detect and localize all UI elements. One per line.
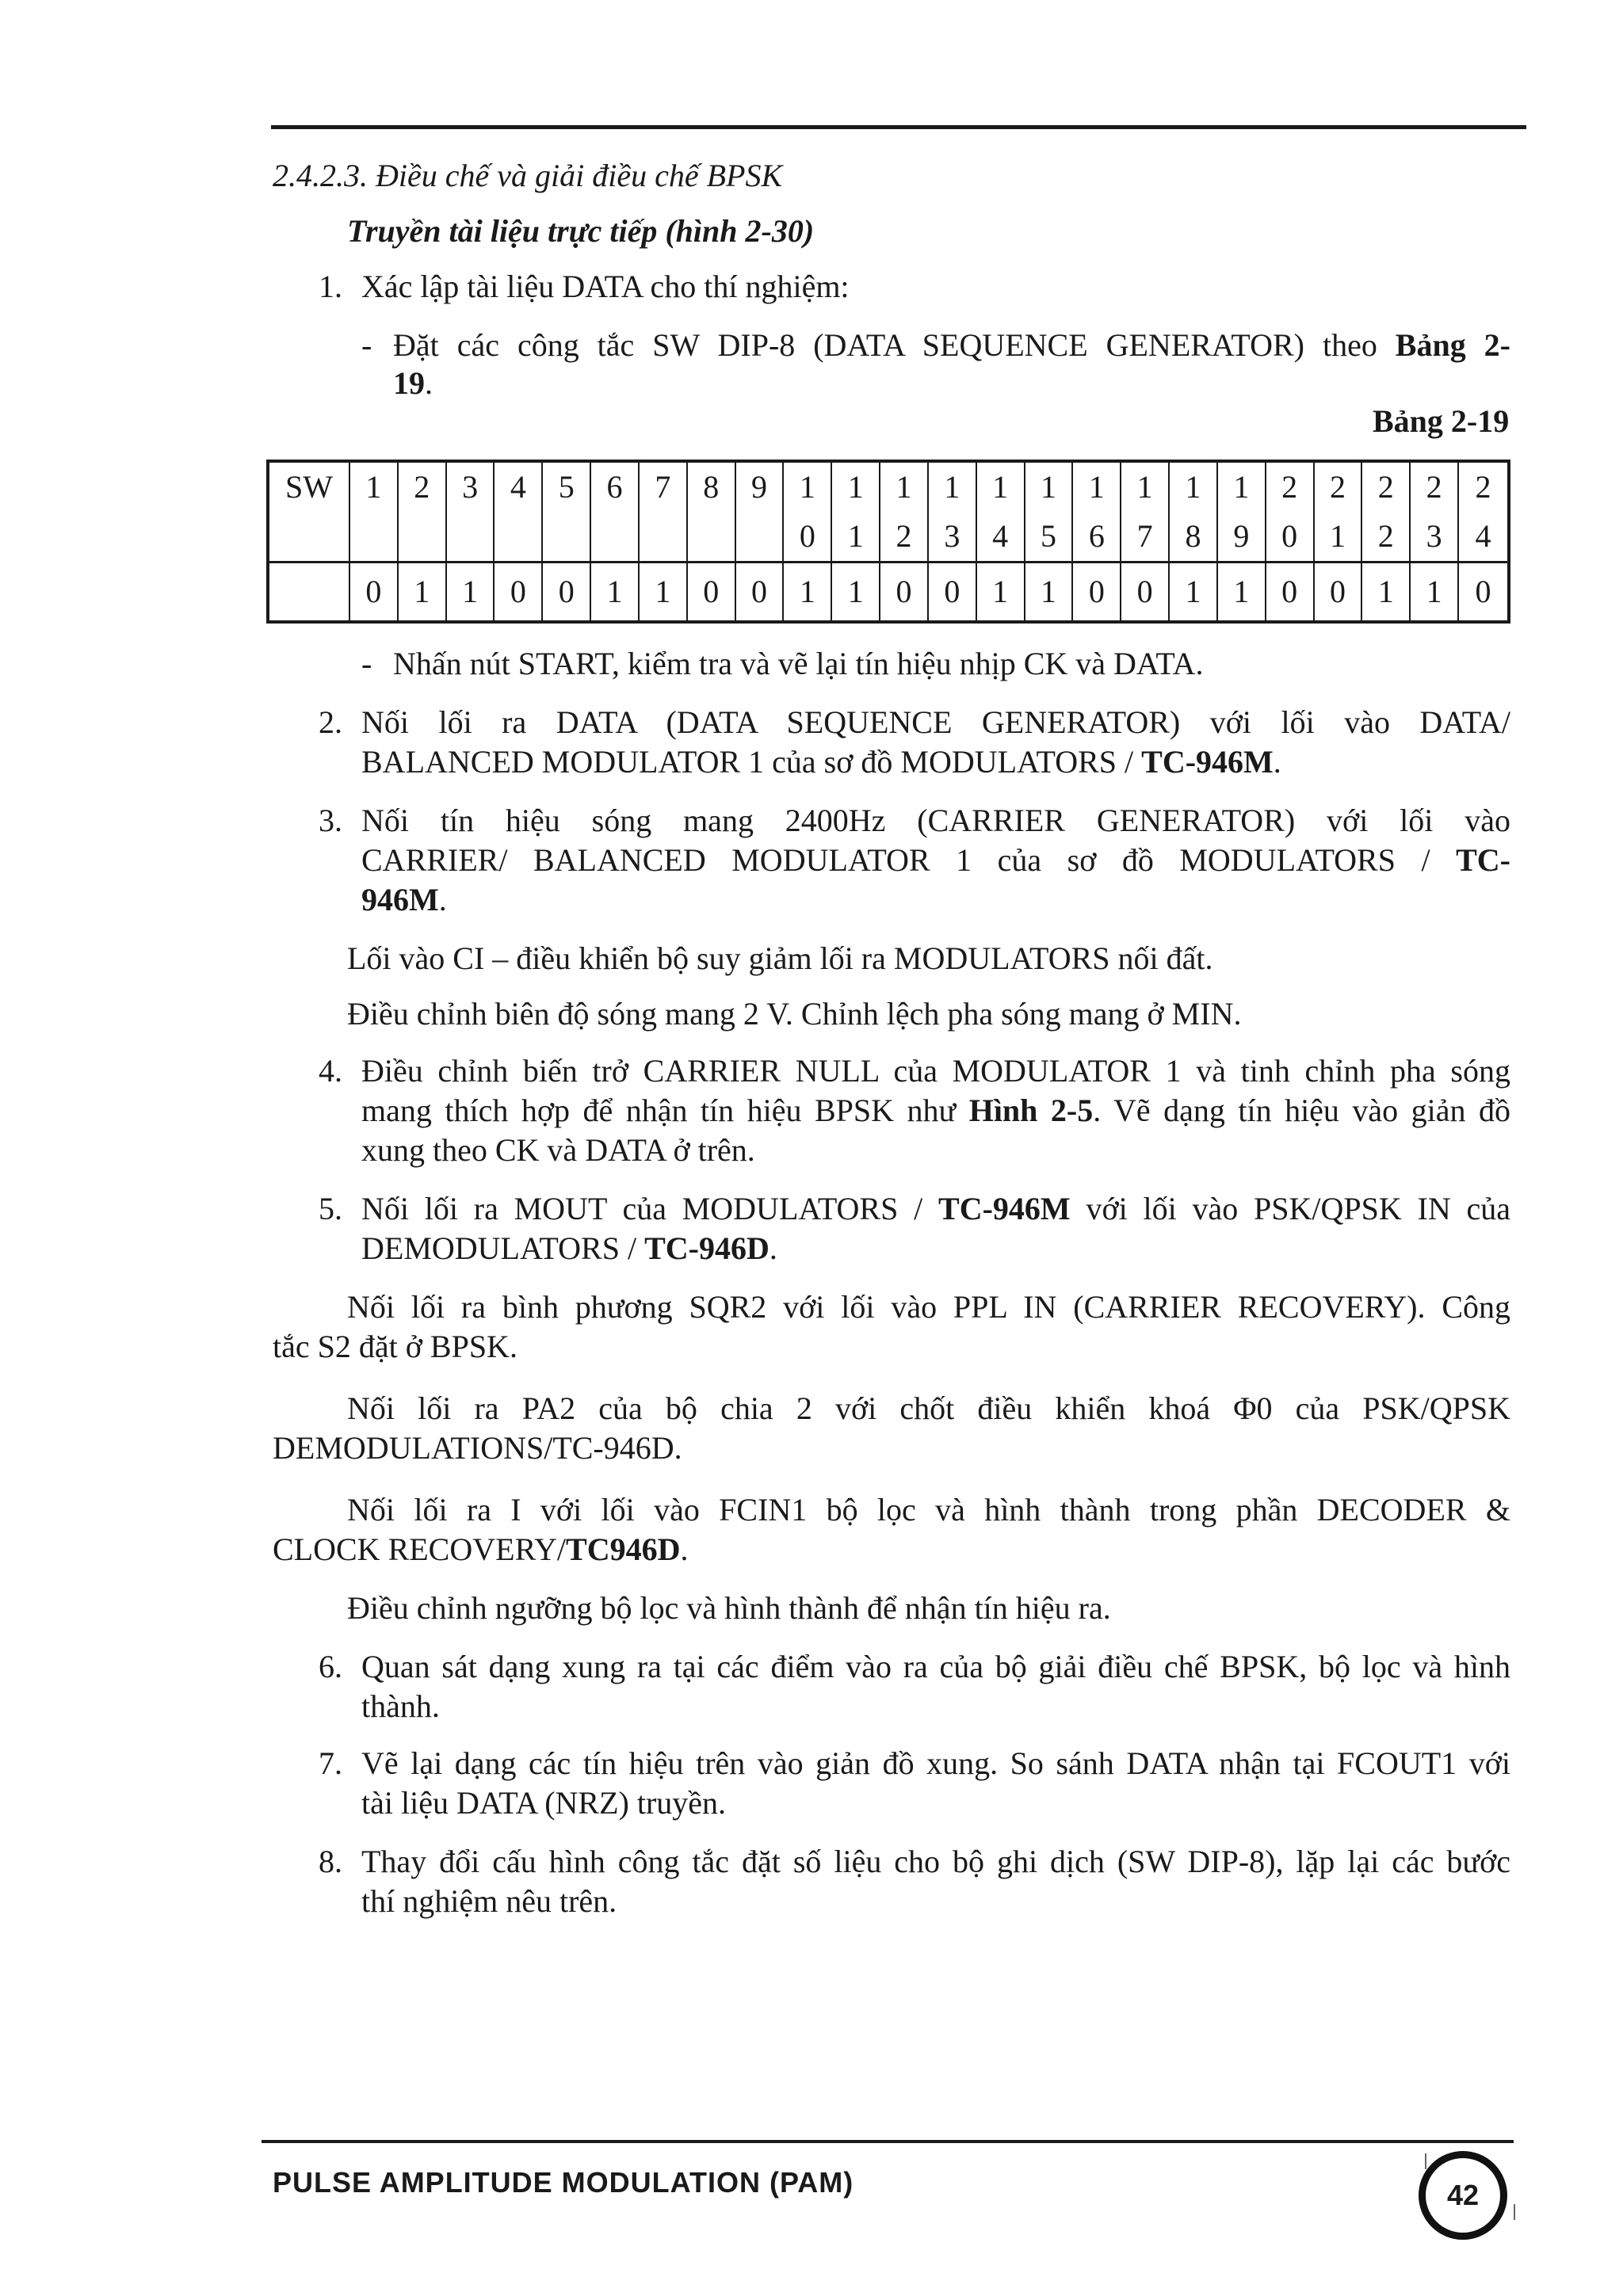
- switch-number-cell: [542, 512, 590, 563]
- switch-value-cell: 0: [1458, 563, 1509, 623]
- paragraph-pa2-line-1: Nối lối ra PA2 của bộ chia 2 với chốt điều khiển khoá Φ0 của PSK/QPSK: [347, 1390, 1510, 1426]
- switch-value-cell: 1: [976, 563, 1025, 623]
- switch-number-cell: 2: [398, 461, 446, 512]
- switch-number-cell: 2: [1458, 461, 1509, 512]
- footer-title: PULSE AMPLITUDE MODULATION (PAM): [273, 2166, 854, 2199]
- paragraph-ci: Lối vào CI – điều khiển bộ suy giảm lối ra MODULATORS nối đất.: [347, 940, 1213, 976]
- switch-value-cell: 0: [349, 563, 398, 623]
- bullet-start-text: Nhấn nút START, kiểm tra và vẽ lại tín hiệu nhịp CK và DATA.: [393, 646, 1204, 681]
- switch-value-cell: 1: [639, 563, 687, 623]
- switch-value-cell: 1: [831, 563, 880, 623]
- header-rule: [271, 125, 1526, 129]
- switch-number-cell: 1: [976, 461, 1025, 512]
- switch-number-cell: 6: [1072, 512, 1121, 563]
- switch-number-cell: 1: [1025, 461, 1073, 512]
- switch-value-cell: 0: [1266, 563, 1314, 623]
- step-3-number: 3.: [319, 803, 342, 838]
- paragraph-sqr-line-1: Nối lối ra bình phương SQR2 với lối vào PPL IN (CARRIER RECOVERY). Công: [347, 1289, 1510, 1325]
- switch-number-cell: 5: [542, 461, 590, 512]
- switch-number-cell: 2: [880, 512, 928, 563]
- switch-number-cell: 1: [880, 461, 928, 512]
- switch-value-row: [268, 563, 1509, 623]
- switch-number-cell: 8: [1169, 512, 1217, 563]
- switch-number-cell: 9: [735, 461, 784, 512]
- switch-value-cell: 0: [1314, 563, 1362, 623]
- step-1-number: 1.: [319, 269, 342, 304]
- switch-number-row-2: [268, 512, 1509, 563]
- switch-number-cell: [590, 512, 639, 563]
- switch-value-cell: 0: [928, 563, 976, 623]
- step-3-line-2: CARRIER/ BALANCED MODULATOR 1 của sơ đồ MODULATORS / TC-: [361, 842, 1510, 878]
- switch-value-cell: 0: [1121, 563, 1169, 623]
- switch-number-cell: 2: [1361, 461, 1410, 512]
- switch-number-cell: 3: [928, 512, 976, 563]
- step-3-line-3: 946M.: [361, 882, 447, 917]
- step-8-number: 8.: [319, 1844, 342, 1879]
- step-4-line-1: Điều chỉnh biến trở CARRIER NULL của MODULATOR 1 và tinh chỉnh pha sóng: [361, 1053, 1510, 1089]
- switch-number-cell: 4: [976, 512, 1025, 563]
- switch-number-cell: [687, 512, 735, 563]
- switch-number-cell: 1: [1121, 461, 1169, 512]
- switch-number-cell: 1: [1072, 461, 1121, 512]
- switch-number-cell: 5: [1025, 512, 1073, 563]
- switch-number-cell: 1: [1314, 512, 1362, 563]
- switch-number-cell: 3: [446, 461, 495, 512]
- switch-value-cell: 1: [446, 563, 495, 623]
- switch-value-cell: 0: [687, 563, 735, 623]
- footer-tick: [1425, 2153, 1426, 2169]
- switch-number-row: [268, 461, 1509, 512]
- page-number-text: 42: [1446, 2179, 1480, 2211]
- step-3-line-1: Nối tín hiệu sóng mang 2400Hz (CARRIER GENERATOR) với lối vào: [361, 803, 1510, 838]
- switch-number-cell: [494, 512, 542, 563]
- switch-value-cell: 0: [735, 563, 784, 623]
- switch-table: [266, 460, 1510, 624]
- switch-number-cell: [639, 512, 687, 563]
- footer-rule: [262, 2140, 1514, 2143]
- step-8-line-2: thí nghiệm nêu trên.: [361, 1883, 617, 1919]
- switch-number-cell: 4: [1458, 512, 1509, 563]
- switch-number-cell: 3: [1410, 512, 1458, 563]
- step-1-bullet-line-2: 19.: [393, 365, 433, 401]
- paragraph-i-line-2: CLOCK RECOVERY/TC946D.: [273, 1531, 689, 1567]
- switch-value-cell: 1: [1025, 563, 1073, 623]
- step-4-line-3: xung theo CK và DATA ở trên.: [361, 1132, 755, 1168]
- step-8-line-1: Thay đổi cấu hình công tắc đặt số liệu cho bộ ghi dịch (SW DIP-8), lặp lại các bước: [361, 1844, 1510, 1879]
- switch-number-cell: 9: [1217, 512, 1266, 563]
- step-7-number: 7.: [319, 1745, 342, 1781]
- step-2-number: 2.: [319, 704, 342, 740]
- switch-number-cell: 8: [687, 461, 735, 512]
- switch-number-cell: 7: [1121, 512, 1169, 563]
- step-2-line-1: Nối lối ra DATA (DATA SEQUENCE GENERATOR) với lối vào DATA/: [361, 704, 1510, 740]
- section-heading: 2.4.2.3. Điều chế và giải điều chế BPSK: [273, 158, 783, 193]
- switch-value-cell: 0: [880, 563, 928, 623]
- step-7-line-2: tài liệu DATA (NRZ) truyền.: [361, 1785, 727, 1821]
- switch-value-cell: 1: [1410, 563, 1458, 623]
- switch-value-cell: 1: [1217, 563, 1266, 623]
- table-label-empty: [268, 563, 349, 623]
- paragraph-sqr-line-2: tắc S2 đặt ở BPSK.: [273, 1329, 517, 1364]
- step-6-line-2: thành.: [361, 1688, 440, 1724]
- switch-value-cell: 1: [398, 563, 446, 623]
- page-number: [1419, 2151, 1507, 2240]
- switch-number-cell: 0: [1266, 512, 1314, 563]
- switch-number-cell: 2: [1410, 461, 1458, 512]
- switch-number-cell: 2: [1266, 461, 1314, 512]
- table-label-empty: [268, 512, 349, 563]
- switch-number-cell: 0: [783, 512, 831, 563]
- bullet-dash: -: [361, 327, 372, 363]
- switch-number-cell: 1: [928, 461, 976, 512]
- switch-number-cell: [735, 512, 784, 563]
- switch-number-cell: 1: [831, 461, 880, 512]
- step-2-line-2: BALANCED MODULATOR 1 của sơ đồ MODULATORS / TC-946M.: [361, 744, 1281, 780]
- paragraph-threshold: Điều chỉnh ngưỡng bộ lọc và hình thành để nhận tín hiệu ra.: [347, 1590, 1111, 1626]
- step-1-bullet-line-1: Đặt các công tắc SW DIP-8 (DATA SEQUENCE GENERATOR) theo Bảng 2-: [393, 327, 1511, 363]
- step-5-number: 5.: [319, 1191, 342, 1226]
- switch-number-cell: 1: [831, 512, 880, 563]
- switch-number-cell: 2: [1314, 461, 1362, 512]
- paragraph-amplitude: Điều chỉnh biên độ sóng mang 2 V. Chỉnh lệch pha sóng mang ở MIN.: [347, 996, 1242, 1032]
- section-subheading: Truyền tài liệu trực tiếp (hình 2-30): [347, 213, 815, 249]
- switch-value-cell: 0: [1072, 563, 1121, 623]
- switch-number-cell: [398, 512, 446, 563]
- bullet-dash: -: [361, 646, 372, 681]
- step-6-line-1: Quan sát dạng xung ra tại các điểm vào ra của bộ giải điều chế BPSK, bộ lọc và hình: [361, 1649, 1510, 1684]
- step-4-number: 4.: [319, 1053, 342, 1089]
- switch-value-cell: 0: [494, 563, 542, 623]
- paragraph-pa2-line-2: DEMODULATIONS/TC-946D.: [273, 1430, 682, 1466]
- switch-value-cell: 0: [542, 563, 590, 623]
- table-caption: Bảng 2-19: [1373, 403, 1510, 439]
- step-1-text: Xác lập tài liệu DATA cho thí nghiệm:: [361, 269, 850, 304]
- step-7-line-1: Vẽ lại dạng các tín hiệu trên vào giản đồ xung. So sánh DATA nhận tại FCOUT1 với: [361, 1745, 1510, 1781]
- switch-number-cell: [446, 512, 495, 563]
- step-4-line-2: mang thích hợp để nhận tín hiệu BPSK như Hình 2-5. Vẽ dạng tín hiệu vào giản đồ: [361, 1093, 1511, 1128]
- switch-number-cell: [349, 512, 398, 563]
- switch-value-cell: 1: [1169, 563, 1217, 623]
- footer-tick: [1514, 2204, 1515, 2220]
- switch-number-cell: 7: [639, 461, 687, 512]
- switch-value-cell: 1: [1361, 563, 1410, 623]
- step-5-line-2: DEMODULATORS / TC-946D.: [361, 1230, 777, 1266]
- step-6-number: 6.: [319, 1649, 342, 1684]
- switch-number-cell: 2: [1361, 512, 1410, 563]
- table-label-sw: SW: [268, 461, 349, 512]
- switch-value-cell: 1: [590, 563, 639, 623]
- switch-number-cell: 1: [1169, 461, 1217, 512]
- switch-number-cell: 1: [349, 461, 398, 512]
- switch-number-cell: 1: [783, 461, 831, 512]
- step-5-line-1: Nối lối ra MOUT của MODULATORS / TC-946M với lối vào PSK/QPSK IN của: [361, 1191, 1511, 1226]
- switch-number-cell: 4: [494, 461, 542, 512]
- paragraph-i-line-1: Nối lối ra I với lối vào FCIN1 bộ lọc và hình thành trong phần DECODER &: [347, 1492, 1510, 1527]
- switch-value-cell: 1: [783, 563, 831, 623]
- switch-number-cell: 6: [590, 461, 639, 512]
- switch-number-cell: 1: [1217, 461, 1266, 512]
